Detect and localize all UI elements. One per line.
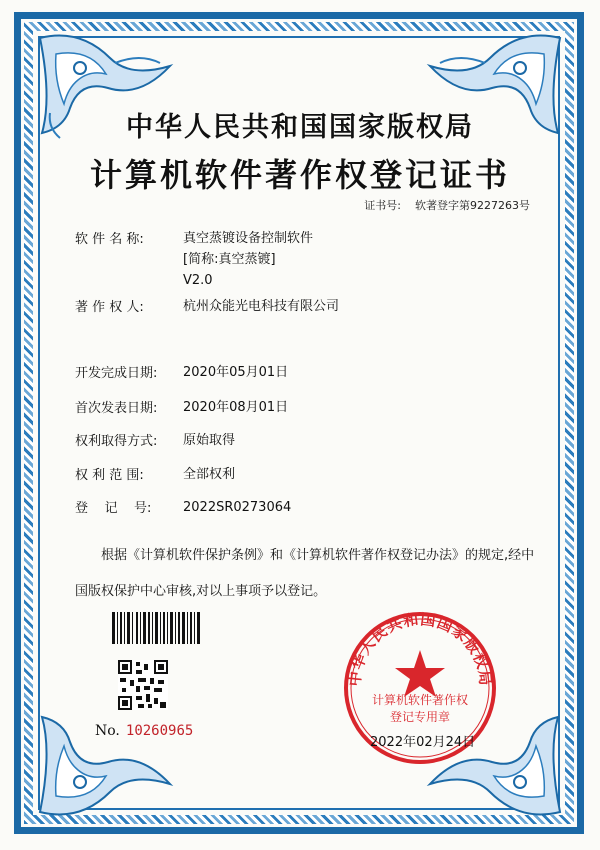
serial-label: No. [95,723,120,739]
field-owner [75,296,339,317]
field-software-name [75,228,313,291]
corner-ornament-bottom-left [20,702,190,832]
issuer-title: 中华人民共和国国家版权局 [126,112,474,143]
seal-line-1: 计算机软件著作权 [371,693,468,707]
seal-ring-text: 中华人民共和国国家版权局 [345,610,495,688]
registration-statement: 根据《计算机软件保护条例》和《计算机软件著作权登记办法》的规定,经中国版权保护中心审核,对以上事项予以登记。 [75,548,535,599]
software-name-label: 软 件 名 称: [75,232,144,247]
seal-line-2: 登记专用章 [389,710,450,724]
pub-date-value: 2020年08月01日 [183,400,289,415]
field-acquire [75,430,235,451]
barcode [112,612,202,644]
certificate-title: 计算机软件著作权登记证书 [89,156,510,194]
qr-code [118,660,168,710]
serial-number [95,723,193,739]
field-dev-date [75,362,288,383]
field-pub-date [75,397,288,418]
field-reg-number [75,497,291,518]
acquire-label: 权利取得方式: [75,434,158,449]
certificate-number [364,197,530,213]
field-scope [75,464,235,485]
scope-value: 全部权利 [183,467,236,482]
reg-number-value: 2022SR0273064 [183,500,292,515]
certificate-number-value: 软著登字第9227263号 [415,199,530,212]
owner-label: 著 作 权 人: [75,300,144,315]
pub-date-label: 首次发表日期: [75,401,158,416]
scope-label: 权 利 范 围: [75,468,144,483]
software-name: 真空蒸镀设备控制软件 [183,231,314,246]
software-short-name: [简称:真空蒸镀] [183,252,276,267]
dev-date-label: 开发完成日期: [75,366,158,381]
issue-date: 2022年02月24日 [370,735,476,750]
software-version: V2.0 [183,273,213,288]
software-name-values [183,228,313,291]
acquire-value: 原始取得 [183,433,236,448]
certificate-number-label: 证书号: [364,199,401,212]
owner-value: 杭州众能光电科技有限公司 [183,299,340,314]
seal-star-icon [395,650,445,697]
serial-value: 10260965 [125,723,194,739]
reg-number-label: 登 记 号: [75,501,152,516]
dev-date-value: 2020年05月01日 [183,365,289,380]
